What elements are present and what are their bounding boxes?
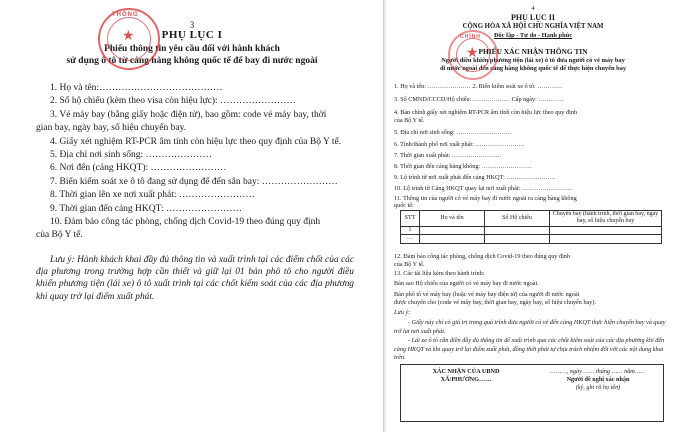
commune-confirmation-line1: XÁC NHẬN CỦA UBND xyxy=(432,368,500,375)
form-field: quốc tế: xyxy=(394,202,414,209)
form-field: 11. Thông tin của người có vé máy bay đi nước ngoài ra cảng hàng không xyxy=(394,195,577,202)
form-field: 12. Đảm bảo công tác phòng, chống dịch Covid-19 theo đúng quy định xyxy=(394,253,570,260)
form-field: 7. Thời gian xuất phát: …………………… xyxy=(394,152,502,159)
form-field: 4. Giấy xét nghiệm RT-PCR âm tính còn hiệu lực theo quy định của Bộ Y tế. xyxy=(50,136,342,147)
table-row xyxy=(401,235,662,243)
form-field: 8. Thời gian lên xe nơi xuất phát: …………………… xyxy=(50,190,255,201)
form-field: của Bộ Y tế. xyxy=(394,117,425,124)
official-stamp: ★ CHÍNH xyxy=(448,30,498,80)
stamp-lettering: THỐNG xyxy=(112,12,139,18)
table-cell xyxy=(485,235,550,243)
page-number: 3 xyxy=(189,20,195,30)
form-field: 13. Các tài liệu kèm theo hành trình: xyxy=(394,270,485,277)
doc-subtitle-line1: Người điều khiển phương tiện (lái xe) ô tô đưa người có vé máy bay xyxy=(441,57,625,64)
table-header-row xyxy=(401,211,662,227)
commune-confirmation-line2: XÃ/PHƯỜNG…… xyxy=(440,376,492,383)
table-cell xyxy=(550,226,662,234)
stamp-lettering: CHÍNH xyxy=(460,34,481,40)
signature-hint: (ký, ghi rõ họ tên) xyxy=(575,384,621,391)
form-field: 10. Lộ trình từ Cảng HKQT quay lại nơi xuất phát: …………………… xyxy=(394,185,572,192)
form-field: 1. Họ và tên:………………………………… xyxy=(50,83,223,93)
table-cell: … xyxy=(401,235,420,243)
table-header: Họ và tên xyxy=(420,211,485,227)
signature-box xyxy=(400,364,664,422)
note-paragraph: - Lái xe ô tô cần điền đầy đủ thông tin để xuất trình qua các chốt kiểm soát của các địa phương khi đến cảng HKQT và khi quay trở lại điểm xuất phát, đồng thời phải tự chịu trách nhiệm đối với các nội dung khai trên. xyxy=(394,337,665,362)
note-paragraph: - Giấy này chỉ có giá trị trong quá trình đưa người có vé đến cảng HKQT thực hiện chuyến bay và quay trở lại nơi xuất phát. xyxy=(394,319,666,335)
official-stamp: ★ THỐNG xyxy=(98,8,160,70)
form-field: 1. Họ và tên: ………………… 2. Biển kiểm soát xe ô tô: ………… xyxy=(394,83,563,90)
national-header: CỘNG HÒA XÃ HỘI CHỦ NGHĨA VIỆT NAM xyxy=(462,23,604,30)
form-field: của Bộ Y tế. xyxy=(36,230,83,241)
table-cell: 1 xyxy=(401,226,420,234)
table-header: STT xyxy=(401,211,420,227)
form-field: 6. Nơi đến (cảng HKQT): …………………… xyxy=(50,163,227,174)
table-cell xyxy=(420,235,485,243)
table-header: Số Hộ chiếu xyxy=(485,211,550,227)
form-subtitle-line2: sử dụng ô tô từ cảng hàng không quốc tế để bay đi nước ngoài xyxy=(66,56,318,66)
form-field: 7. Biển kiểm soát xe ô tô đang sử dụng để đến sân bay: …………………… xyxy=(50,176,338,187)
requester-label: Người đề nghị xác nhận xyxy=(566,376,630,383)
passenger-table xyxy=(400,210,662,244)
commune-confirmation xyxy=(401,368,531,384)
table-cell xyxy=(485,226,550,234)
form-field: 6. Tỉnh/thành phố nơi xuất phát: …………………… xyxy=(394,141,525,148)
date-line: ………, ngày …… tháng …… năm…… xyxy=(550,368,646,375)
note-label: Lưu ý: xyxy=(394,309,411,316)
form-field: 2. Số hộ chiếu (kèm theo visa còn hiệu lực): …………………… xyxy=(50,96,297,107)
form-field: 9. Thời gian đến cảng HKQT: …………………… xyxy=(50,203,242,214)
table-header: Chuyến bay (hành trình, thời gian bay, ngày bay, số hiệu chuyến bay xyxy=(550,211,662,227)
requester-signature xyxy=(533,368,663,392)
form-field: Bản phô tô vé máy bay (hoặc vé máy bay điện tử) của người đi nước ngoài xyxy=(394,291,580,298)
form-field: 8. Thời gian đến cảng hàng không: …………………… xyxy=(394,163,532,170)
table-cell xyxy=(420,226,485,234)
table-row xyxy=(401,226,662,234)
form-subtitle-line1: Phiếu thông tin yêu cầu đối với hành khách xyxy=(104,44,280,54)
national-motto: Độc lập - Tự do - Hạnh phúc xyxy=(493,32,573,39)
table-cell xyxy=(550,235,662,243)
form-field: 9. Lộ trình từ nơi xuất phát đến cảng HKQT: …………………… xyxy=(394,174,556,181)
page-number: 4 xyxy=(531,5,535,12)
doc-subtitle-line2: đi nước ngoài đến cảng hàng không quốc tế để thực hiện chuyến bay xyxy=(439,65,627,72)
form-field: 5. Địa chỉ nơi sinh sống: ………………… xyxy=(50,150,213,161)
form-field: 4. Bản chính giấy xét nghiệm RT-PCR âm tính còn hiệu lực theo quy định xyxy=(394,109,578,116)
form-field: 10. Đảm bảo công tác phòng, chống dịch Covid-19 theo đúng quy định xyxy=(50,217,321,228)
note-paragraph: Lưu ý: Hành khách khai đầy đủ thông tin và xuất trình tại các điểm chốt của các địa phương trong trường hợp cần thiết và giữ lại 01 bản phô tô cho người điều khiển phương tiện (lái xe) ô tô xuất trình tại các chốt kiểm soát của các địa phương khi quay trở lại điểm xuất phát. xyxy=(36,255,354,302)
form-field: 3. Số CMND/CCCD/Hộ chiếu: ……………… Cấp ngày: ………… xyxy=(394,96,564,103)
form-field: được chuyển cho (code vé máy bay, thời gian bay, ngày bay, số hiệu chuyến bay). xyxy=(394,299,596,306)
form-field: 5. Địa chỉ nơi sinh sống: ……………………… xyxy=(394,129,512,136)
right-document-page xyxy=(386,0,680,432)
appendix-title: PHỤ LỤC II xyxy=(510,13,555,22)
form-field: gian bay, ngày bay, số hiệu chuyến bay. xyxy=(36,123,187,134)
form-field-list xyxy=(36,82,354,243)
form-field: 3. Vé máy bay (bằng giấy hoặc điện tử), bao gồm: code vé máy bay, thời xyxy=(50,109,327,120)
doc-title: PHIẾU XÁC NHẬN THÔNG TIN xyxy=(478,47,588,56)
form-field: của Bộ Y tế. xyxy=(394,261,425,268)
form-field: Bản sao Hộ chiếu của người có vé máy bay đi nước ngoài. xyxy=(394,280,539,287)
appendix-title: PHỤ LỤC I xyxy=(161,29,223,41)
